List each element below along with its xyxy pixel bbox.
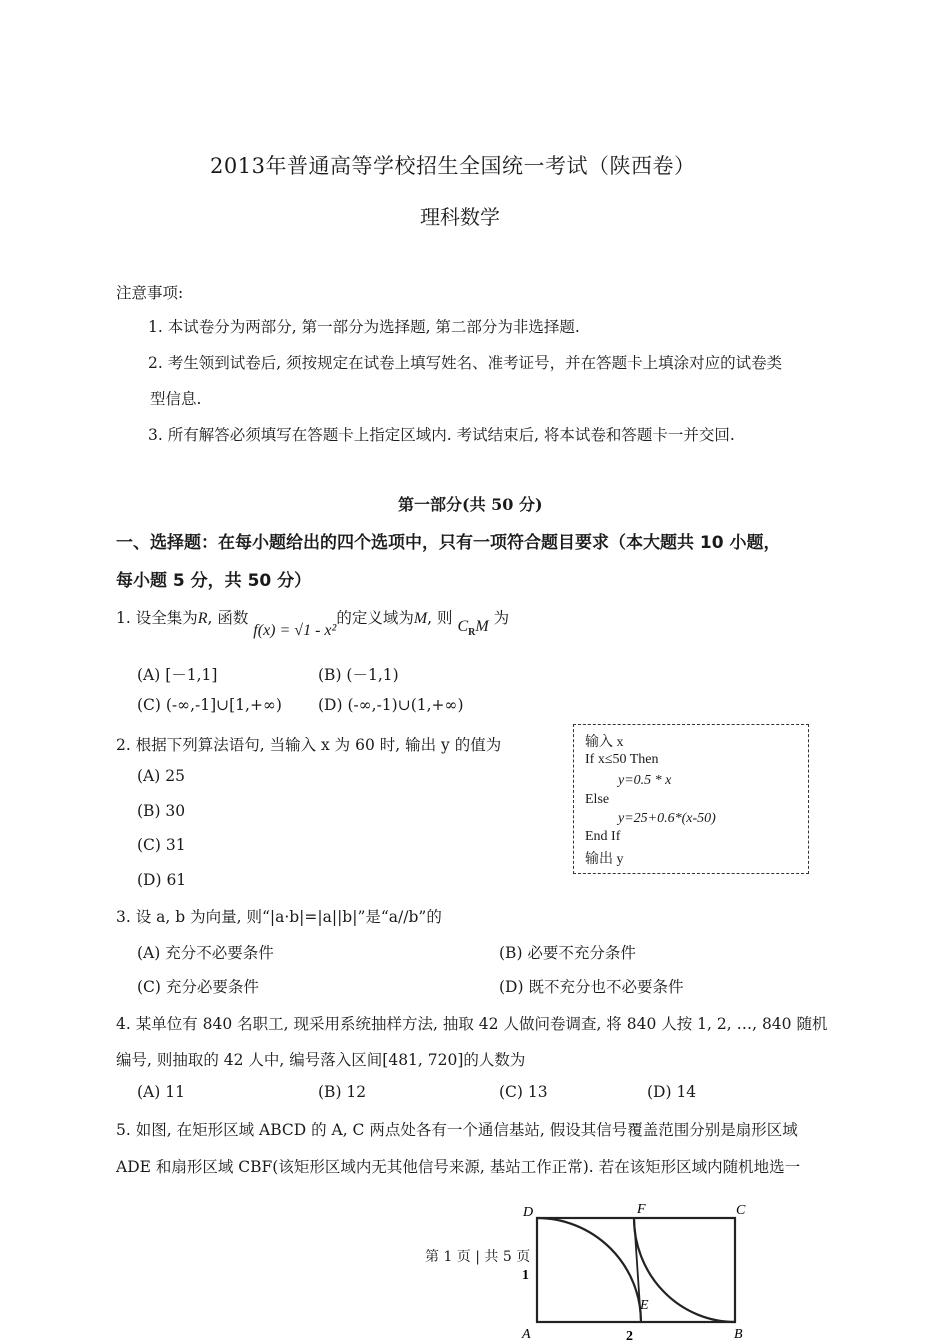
- q1-stem-e: 为: [493, 609, 510, 627]
- algo-line-output: 输出 y: [585, 852, 624, 867]
- algorithm-box: [573, 724, 809, 874]
- q2-option-d: (D) 61: [137, 871, 187, 889]
- q2-option-a: (A) 25: [137, 767, 185, 785]
- label-B: B: [734, 1327, 743, 1342]
- q1-stem-b: , 函数: [207, 609, 249, 627]
- q1-stem-a: 1. 设全集为: [116, 609, 198, 627]
- q1-complement-sub: R: [468, 627, 476, 639]
- algo-line-then-assign: y=0.5 * x: [618, 773, 672, 788]
- label-C: C: [736, 1203, 746, 1218]
- label-D: D: [523, 1205, 534, 1220]
- sector-cbf-arc: [634, 1218, 735, 1322]
- q4-option-d: (D) 14: [647, 1083, 697, 1101]
- label-A: A: [522, 1327, 531, 1342]
- q1-option-b: (B) (－1,1): [318, 666, 399, 684]
- question-2-stem: 2. 根据下列算法语句, 当输入 x 为 60 时, 输出 y 的值为: [116, 736, 502, 754]
- algo-line-else: Else: [585, 792, 610, 807]
- label-E: E: [640, 1298, 649, 1313]
- notice-item-2-cont: 型信息.: [150, 390, 202, 408]
- question-1-stem: [116, 606, 510, 639]
- q1-complement: [457, 618, 488, 638]
- q3-option-a: (A) 充分不必要条件: [137, 944, 274, 962]
- part-title: 第一部分(共 50 分): [398, 495, 543, 514]
- q1-complement-M: M: [475, 618, 489, 635]
- sector-ade-arc: [537, 1218, 641, 1322]
- label-side-1: 1: [522, 1268, 529, 1283]
- q3-option-c: (C) 充分必要条件: [137, 978, 259, 996]
- question-5-stem-line2: ADE 和扇形区域 CBF(该矩形区域内无其他信号来源, 基站工作正常). 若在该矩形区域内随机地选一: [116, 1158, 801, 1176]
- page-footer: 第 1 页 | 共 5 页: [425, 1249, 531, 1265]
- algo-line-input: 输入 x: [585, 735, 624, 750]
- question-3-stem: 3. 设 a, b 为向量, 则“|a·b|=|a||b|”是“a//b”的: [116, 908, 442, 926]
- q4-option-b: (B) 12: [318, 1083, 367, 1101]
- label-F: F: [637, 1202, 646, 1217]
- notice-item-3: 3. 所有解答必须填写在答题卡上指定区域内. 考试结束后, 将本试卷和答题卡一并交回.: [148, 426, 735, 444]
- notice-item-1: 1. 本试卷分为两部分, 第一部分为选择题, 第二部分为非选择题.: [148, 318, 580, 336]
- q4-option-c: (C) 13: [499, 1083, 548, 1101]
- q1-option-c: (C) (-∞,-1]∪[1,+∞): [137, 696, 282, 714]
- algo-line-if: If x≤50 Then: [585, 752, 659, 767]
- notice-label: 注意事项:: [116, 284, 184, 302]
- section-heading-line1: 一、选择题：在每小题给出的四个选项中，只有一项符合题目要求（本大题共 10 小题，: [116, 533, 781, 553]
- q3-option-d: (D) 既不充分也不必要条件: [499, 978, 684, 996]
- q2-option-b: (B) 30: [137, 802, 186, 820]
- algo-line-else-assign: y=25+0.6*(x-50): [618, 811, 716, 826]
- q3-option-b: (B) 必要不充分条件: [499, 944, 636, 962]
- rectangle-sector-figure: [515, 1198, 755, 1344]
- q1-option-d: (D) (-∞,-1)∪(1,+∞): [318, 696, 464, 714]
- q1-set-M: M: [413, 610, 428, 627]
- algo-line-endif: End If: [585, 829, 621, 844]
- q1-set-R: R: [197, 610, 208, 627]
- label-side-2: 2: [626, 1329, 633, 1344]
- q2-option-c: (C) 31: [137, 836, 186, 854]
- q1-function-formula: f(x) = √1 - x²: [253, 622, 337, 639]
- exam-subject: 理科数学: [420, 205, 500, 229]
- question-4-stem-line1: 4. 某单位有 840 名职工, 现采用系统抽样方法, 抽取 42 人做问卷调查, 将 840 人按 1, 2, …, 840 随机: [116, 1015, 828, 1033]
- question-4-stem-line2: 编号, 则抽取的 42 人中, 编号落入区间[481, 720]的人数为: [116, 1051, 526, 1069]
- question-5-stem-line1: 5. 如图, 在矩形区域 ABCD 的 A, C 两点处各有一个通信基站, 假设其信号覆盖范围分别是扇形区域: [116, 1121, 798, 1139]
- section-heading-line2: 每小题 5 分，共 50 分）: [116, 571, 312, 591]
- q1-option-a: (A) [－1,1]: [137, 666, 218, 684]
- q4-option-a: (A) 11: [137, 1083, 185, 1101]
- exam-title: 2013年普通高等学校招生全国统一考试（陕西卷）: [210, 154, 696, 178]
- q1-stem-d: , 则: [427, 609, 453, 627]
- q1-stem-c: 的定义域为: [336, 609, 414, 627]
- notice-item-2: 2. 考生领到试卷后, 须按规定在试卷上填写姓名、准考证号，并在答题卡上填涂对应的试卷类: [148, 354, 783, 372]
- q1-complement-C: C: [457, 618, 469, 635]
